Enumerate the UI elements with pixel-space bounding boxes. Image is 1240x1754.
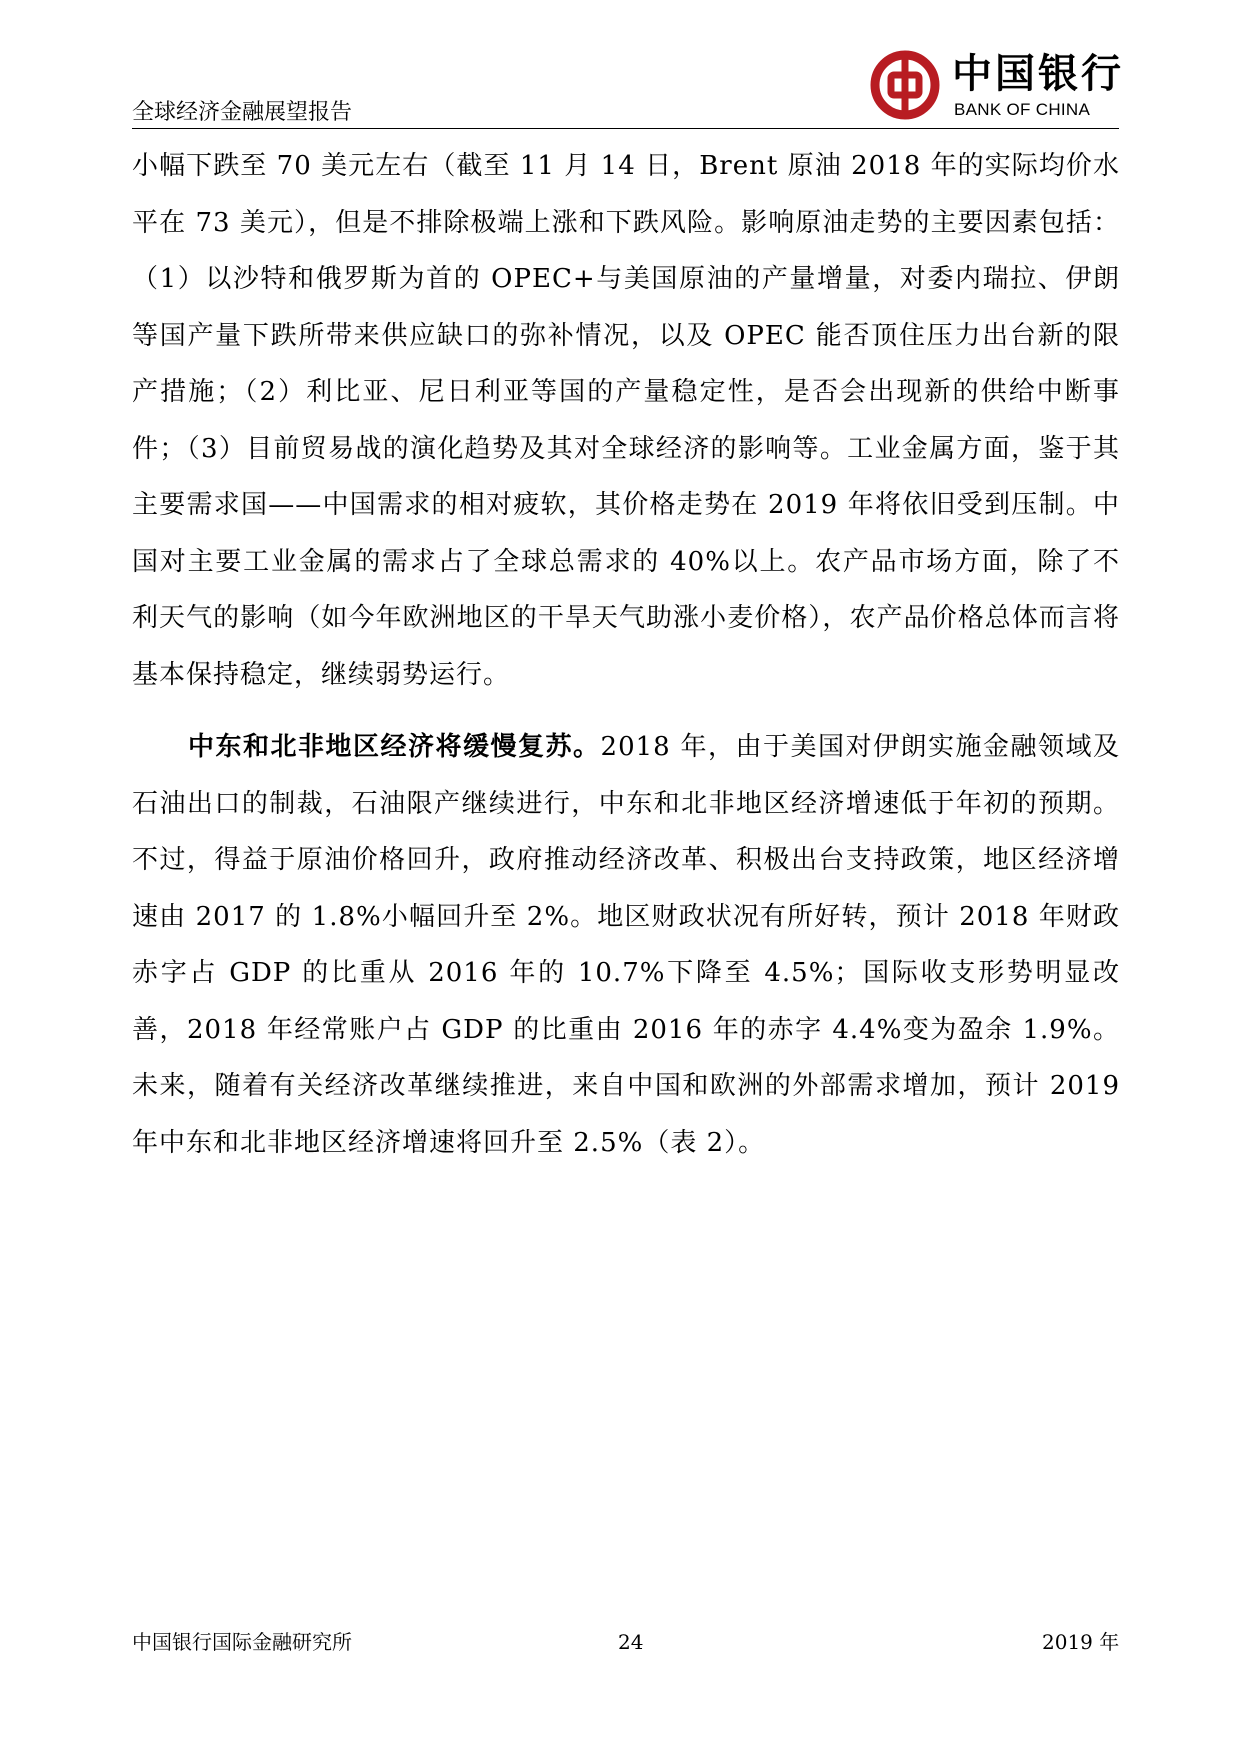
footer-institute: 中国银行国际金融研究所 [132, 1630, 352, 1654]
bank-logo [870, 50, 1124, 126]
footer-year: 2019 年 [1042, 1630, 1120, 1654]
page-number: 24 [618, 1630, 644, 1654]
paragraph-lead-heading: 中东和北非地区经济将缓慢复苏。 [188, 732, 601, 762]
page-body [132, 138, 1120, 1171]
header-divider [132, 128, 1119, 129]
report-title: 全球经济金融展望报告 [132, 100, 353, 125]
bank-of-china-emblem-icon [870, 50, 940, 120]
body-paragraph-oil-metals-agriculture: 小幅下跌至 70 美元左右（截至 11 月 14 日，Brent 原油 2018 年的实际均价水平在 73 美元），但是不排除极端上涨和下跌风险。影响原油走势的主要因素包括：（1）以沙特和俄罗斯为首的 OPEC+与美国原油的产量增量，对委内瑞拉、伊朗等国产量下跌所带来供应缺口的弥补情况，以及 OPEC 能否顶住压力出台新的限产措施；（2）利比亚、尼日利亚等国的产量稳定性，是否会出现新的供给中断事件；（3）目前贸易战的演化趋势及其对全球经济的影响等。工业金属方面，鉴于其主要需求国——中国需求的相对疲软，其价格走势在 2019 年将依旧受到压制。中国对主要工业金属的需求占了全球总需求的 40%以上。农产品市场方面，除了不利天气的影响（如今年欧洲地区的干旱天气助涨小麦价格），农产品价格总体而言将基本保持稳定，继续弱势运行。 [132, 151, 1120, 690]
paragraph-text: 2018 年，由于美国对伊朗实施金融领域及石油出口的制裁，石油限产继续进行，中东和北非地区经济增速低于年初的预期。不过，得益于原油价格回升，政府推动经济改革、积极出台支持政策，地区经济增速由 2017 的 1.8%小幅回升至 2%。地区财政状况有所好转，预计 2018 年财政赤字占 GDP 的比重从 2016 年的 10.7%下降至 4.5%；国际收支形势明显改善，2018 年经常账户占 GDP 的比重由 2016 年的赤字 4.4%变为盈余 1.9%。未来，随着有关经济改革继续推进，来自中国和欧洲的外部需求增加，预计 2019 年中东和北非地区经济增速将回升至 2.5%（表 2）。 [132, 732, 1120, 1158]
body-paragraph-mena [132, 719, 1120, 1171]
logo-chinese-name: 中国银行 [952, 51, 1124, 97]
logo-english-name: BANK OF CHINA [954, 100, 1091, 119]
